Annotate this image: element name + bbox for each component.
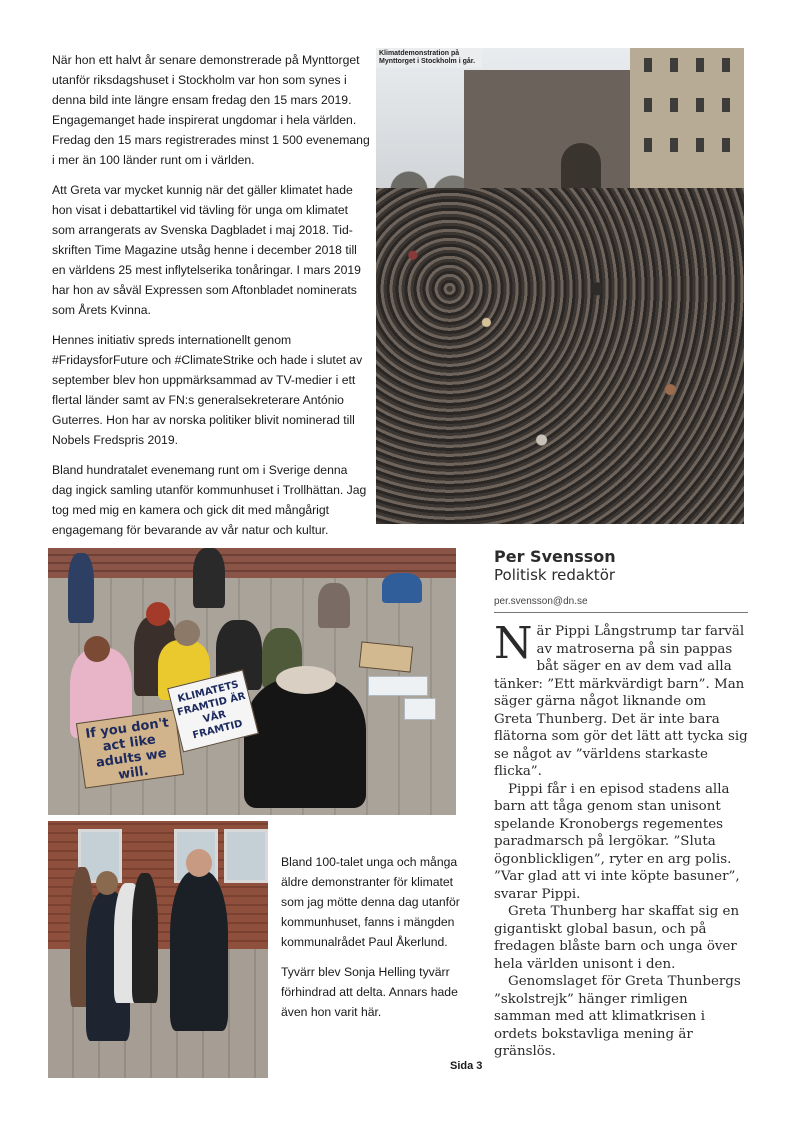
drop-cap: N: [494, 618, 533, 669]
councillor-text-column: [281, 852, 467, 1032]
councillor-photo: [48, 821, 268, 1078]
parliament-building: [464, 70, 634, 200]
sign-klimatets-framtid: KLIMATETS FRAMTID ÄR VÅR FRAMTID: [167, 670, 259, 753]
paragraph-greta-knowledge: Att Greta var mycket kunnig när det gäller klimatet hade hon visat i debattartikel vid tävling för unga om klimatet som arrangerats av Svenska Dagbladet i maj 2018. Tid-skriften Time Magazine utsåg henne i december 2018 till en världens 25 mest inflytelserika tonåringar. I mars 2019 har hon av såväl Expressen som Aftonbladet nominerats som Årets Kvinna.: [52, 183, 361, 317]
person-head: [96, 871, 118, 895]
clipping-role: Politisk redaktör: [494, 566, 616, 584]
clipping-paragraph: Greta Thunberg har skaffat sig en gigantiskt global basun, och på fredagen blåste barn och unga över hela världen unisont i den.: [494, 904, 740, 972]
building-window: [224, 829, 268, 883]
page-number: Sida 3: [450, 1060, 483, 1072]
sign-act-like-adults: If you don't act like adults we will.: [76, 709, 184, 788]
side-building: [630, 48, 744, 188]
councillor-paul-akerlund: [170, 871, 228, 1031]
clipping-paragraph: Pippi får i en episod stadens alla barn att tåga genom stan unisont spelande Kronobergs regementes paradmarsch på lergökar. ”Sluta ögonblickligen”, ryter en arg polis. ”Var glad att vi inte köpte basuner”, svarar Pippi.: [494, 781, 740, 902]
person-knit-hat: [174, 620, 200, 646]
clipping-author: Per Svensson: [494, 547, 616, 566]
clipping-body: [494, 618, 748, 1061]
paragraph-international: Hennes initiativ spreds internationellt genom #FridaysforFuture och #ClimateStrike och hade i slutet av september blev hon uppmärksammad av TV-medier i ett flertal länder samt av FN:s generalsekreterare António Guterres. Hon har av norska politiker blivit nominerad till Nobels Fredspris 2019.: [52, 333, 363, 447]
crowd-photo: [376, 48, 744, 524]
clipping-first-text: är Pippi Långstrump tar farväl av matroserna på sin pappas båt säger en av dem vad alla tänker: ”Ett märkvärdigt barn”. Man säger gärna något liknande om Greta Thunberg. Det är inte bara flätorna som gör det lätt att tycka sig se något av ”världens starkaste flicka”.: [494, 624, 748, 779]
paper-on-ground: [368, 676, 428, 696]
paper-on-ground: [404, 698, 436, 720]
paragraph-trollhattan: Bland hundratalet evenemang runt om i Sverige denna dag ingick samling utanför kommunhuset i Trollhättan. Jag tog med mig en kamera och gick dit med mångårigt engagemang för bevarande av vår natur och kultur.: [52, 463, 367, 537]
person-sitting-blue: [382, 573, 422, 603]
youth-demonstration-photo: [48, 548, 456, 815]
person-head: [146, 602, 170, 626]
sign-on-ground: [359, 641, 413, 672]
clipping-paragraph-first: [494, 618, 748, 781]
clipping-paragraph: Genomslaget för Greta Thunbergs ”skolstrejk” hänger rimligen samman med att klimatkrisen i ordets bokstavliga mening är gränslös.: [494, 974, 741, 1059]
paragraph-sonja-helling: Tyvärr blev Sonja Helling tyvärr förhindrad att delta. Annars hade även hon varit här.: [281, 965, 458, 1019]
person-sitting-back: [318, 583, 350, 628]
paragraph-mynttorget: När hon ett halvt år senare demonstrerade på Mynttorget utanför riksdagshuset i Stockholm var hon som synes i denna bild inte längre ensam fredag den 15 mars 2019. Engagemanget hade inspirerat ungdomar i hela världen. Fredag den 15 mars registrerades minst 1 500 evenemang i mer än 100 länder runt om i världen.: [52, 53, 370, 167]
photo-caption: Klimatdemonstration på Mynttorget i Stockholm i går.: [376, 48, 482, 68]
fur-hood: [276, 666, 336, 694]
newspaper-clipping: [494, 548, 748, 1073]
clipping-email: per.svensson@dn.se: [494, 596, 748, 613]
person-standing-right: [193, 548, 225, 608]
councillor-head: [186, 849, 212, 877]
left-article-column: [52, 50, 370, 550]
paragraph-councillor: Bland 100-talet unga och många äldre demonstranter för klimatet som jag mötte denna dag utanför kommunhuset, fanns i mängden kommunalrådet Paul Åkerlund.: [281, 855, 460, 949]
demonstration-crowd: [376, 188, 744, 524]
person-standing-left: [68, 553, 94, 623]
person-fur-hood: [244, 678, 366, 808]
person-head: [84, 636, 110, 662]
person-dark-clothes: [132, 873, 158, 1003]
